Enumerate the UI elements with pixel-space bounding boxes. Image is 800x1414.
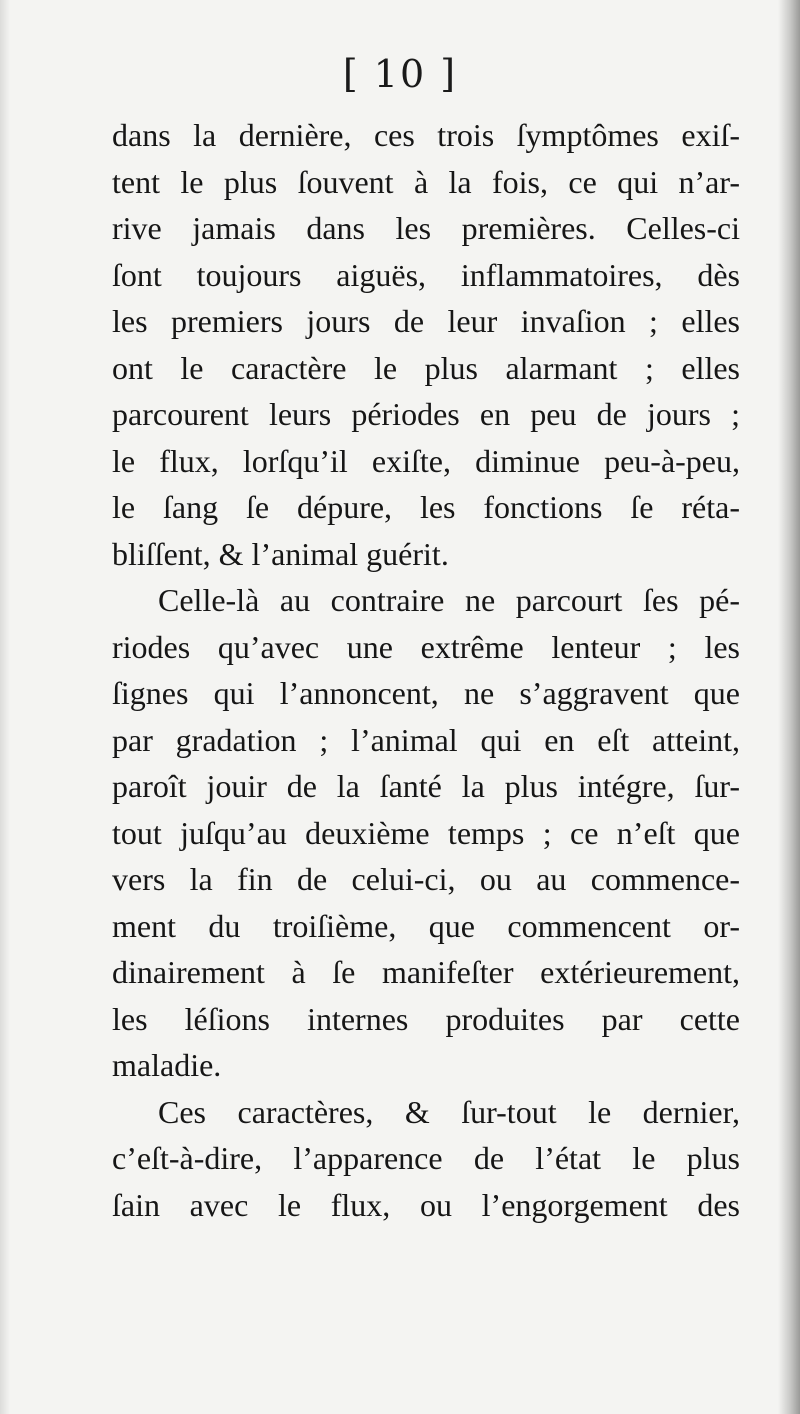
page-right-edge-shadow <box>778 0 800 1414</box>
text-line: dans la dernière, ces trois ſymptômes exiſ- <box>112 117 740 153</box>
text-line: rive jamais dans les premières. Celles-ci <box>112 210 740 246</box>
page-left-edge <box>0 0 10 1414</box>
text-line: ſont toujours aiguës, inflammatoires, dès <box>112 256 740 293</box>
text-line: par gradation ; l’animal qui en eſt atteint, <box>112 721 740 758</box>
paragraph-3 <box>112 1089 740 1229</box>
text-line: parcourent leurs périodes en peu de jours ; <box>112 396 740 432</box>
page-number: [ 10 ] <box>342 52 458 96</box>
text-line: ont le caractère le plus alarmant ; elles <box>112 349 740 386</box>
text-line: dinairement à ſe manifeſter extérieurement, <box>112 954 740 990</box>
text-line: c’eſt-à-dire, l’apparence de l’état le plus <box>112 1140 740 1176</box>
body-text <box>112 112 740 1228</box>
text-line: le flux, lorſqu’il exiſte, diminue peu-à-peu, <box>112 442 740 479</box>
text-line: le ſang ſe dépure, les fonctions ſe réta- <box>112 489 740 525</box>
paragraph-1 <box>112 112 740 577</box>
text-line: ment du troiſième, que commencent or- <box>112 907 740 944</box>
text-line: les léſions internes produites par cette <box>112 1000 740 1037</box>
text-line: paroît jouir de la ſanté la plus intégre, ſur- <box>112 768 740 804</box>
text-line: tent le plus ſouvent à la fois, ce qui n’ar- <box>112 163 740 200</box>
text-line: riodes qu’avec une extrême lenteur ; les <box>112 628 740 665</box>
text-line: vers la fin de celui-ci, ou au commence- <box>112 861 740 897</box>
text-line: maladie. <box>112 1047 222 1083</box>
text-line: Celle-là au contraire ne parcourt ſes pé- <box>158 582 740 618</box>
text-line: les premiers jours de leur invaſion ; elles <box>112 303 740 339</box>
paragraph-2 <box>112 577 740 1089</box>
text-line: Ces caractères, & ſur-tout le dernier, <box>158 1093 740 1130</box>
text-line: ſignes qui l’annoncent, ne s’aggravent que <box>112 675 740 711</box>
text-line: bliſſent, & l’animal guérit. <box>112 535 449 572</box>
text-line: ſain avec le flux, ou l’engorgement des <box>112 1186 740 1223</box>
text-line: tout juſqu’au deuxième temps ; ce n’eſt que <box>112 814 740 851</box>
